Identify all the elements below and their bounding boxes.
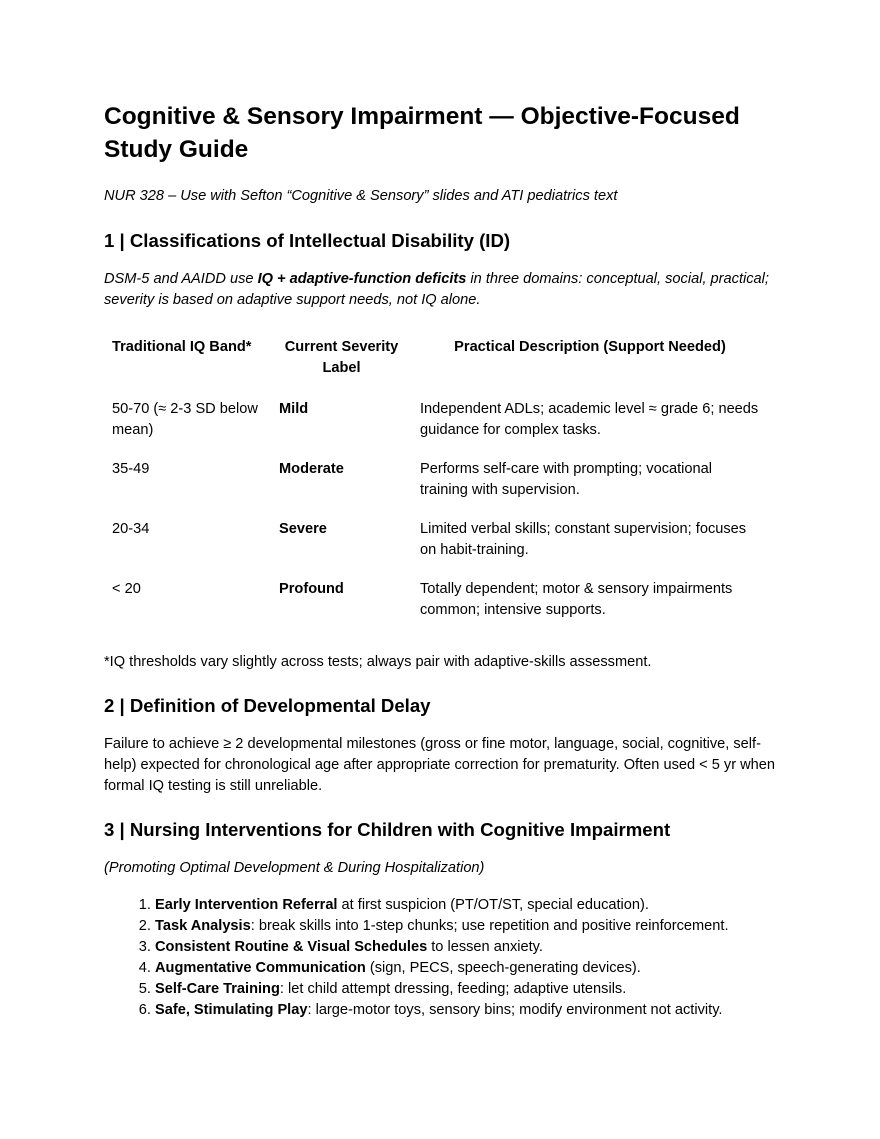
table-cell-description: Limited verbal skills; constant supervision; focuses on habit-training. [420,521,747,558]
section-1-intro [104,269,784,311]
table-row [104,454,768,514]
table-cell-severity: Severe [279,521,327,537]
table-cell-severity: Moderate [279,461,344,477]
intro-text-a: DSM-5 and AAIDD use [104,271,258,287]
section-3-heading: 3 | Nursing Interventions for Children with Cognitive Impairment [104,819,671,840]
interventions-list [104,895,784,1021]
intro-text-b: in three domains: conceptual, social, practical; severity is based on adaptive support needs, not IQ alone. [104,271,769,308]
list-item-text: : large-motor toys, sensory bins; modify environment not activity. [307,1002,723,1018]
table-cell-severity: Mild [279,401,309,417]
list-item-text: at first suspicion (PT/OT/ST, special education). [337,897,649,913]
table-row [104,514,768,574]
table-cell-description: Independent ADLs; academic level ≈ grade 6; needs guidance for complex tasks. [420,401,759,438]
list-item-bold: Early Intervention Referral [155,897,338,913]
list-item [155,895,784,916]
list-item [155,916,784,937]
intro-bold-text: IQ + adaptive-function deficits [257,271,467,287]
table-cell-iq-band: 50-70 (≈ 2-3 SD below mean) [112,401,258,438]
table-cell-iq-band: < 20 [112,581,141,597]
list-item [155,958,784,979]
list-item [155,937,784,958]
table-cell-description: Totally dependent; motor & sensory impairments common; intensive supports. [420,581,733,618]
table-cell-iq-band: 20-34 [112,521,150,537]
table-cell-iq-band: 35-49 [112,461,150,477]
list-item [155,979,784,1000]
section-1-heading: 1 | Classifications of Intellectual Disability (ID) [104,230,511,251]
table-header-row [104,327,768,394]
section-2-heading: 2 | Definition of Developmental Delay [104,695,431,716]
list-item-bold: Consistent Routine & Visual Schedules [155,939,428,955]
list-item-text: : break skills into 1-step chunks; use repetition and positive reinforcement. [250,918,729,934]
list-item-bold: Self-Care Training [155,981,280,997]
document-subtitle: NUR 328 – Use with Sefton “Cognitive & Sensory” slides and ATI pediatrics text [104,188,618,204]
list-item-text: (sign, PECS, speech-generating devices). [365,960,641,976]
table-header-iq-band: Traditional IQ Band* [112,339,252,355]
table-header-severity: Current Severity Label [284,339,399,376]
section-2-body: Failure to achieve ≥ 2 developmental milestones (gross or fine motor, language, social, cognitive, self-help) expected for chronological age after appropriate correction for prematurity. Often used < 5 yr when formal IQ testing is still unreliable. [104,736,775,794]
table-header-description: Practical Description (Support Needed) [454,339,726,355]
document-page [104,100,784,1021]
list-item-text: : let child attempt dressing, feeding; adaptive utensils. [279,981,627,997]
list-item-bold: Safe, Stimulating Play [155,1002,308,1018]
id-classification-table [104,327,768,634]
list-item [155,1000,784,1021]
table-row [104,394,768,454]
table-row [104,574,768,634]
table-footnote: *IQ thresholds vary slightly across tests; always pair with adaptive-skills assessment. [104,654,652,670]
table-cell-severity: Profound [279,581,344,597]
table-cell-description: Performs self-care with prompting; vocational training with supervision. [420,461,712,498]
list-item-text: to lessen anxiety. [427,939,543,955]
section-3-subheading: (Promoting Optimal Development & During Hospitalization) [104,860,485,876]
list-item-bold: Task Analysis [155,918,251,934]
document-title: Cognitive & Sensory Impairment — Objective-Focused Study Guide [104,103,740,163]
list-item-bold: Augmentative Communication [155,960,366,976]
